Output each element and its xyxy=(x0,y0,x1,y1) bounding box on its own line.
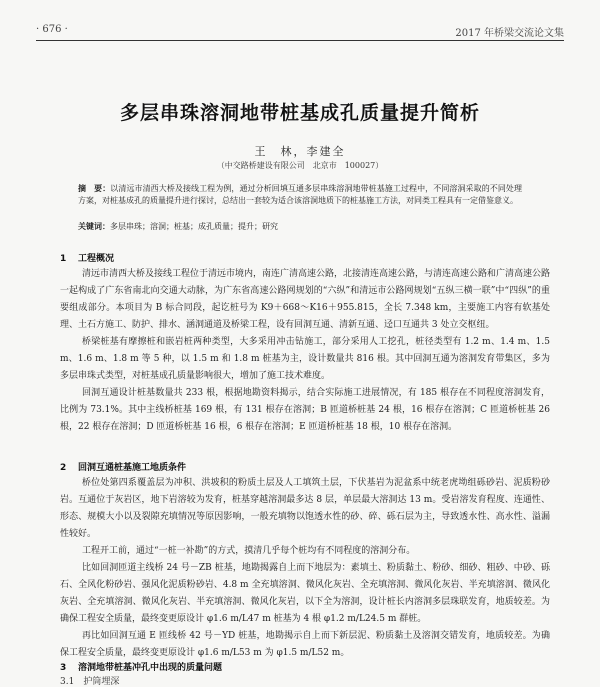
keywords-text: 多层串珠；溶洞；桩基；成孔质量；提升；研究 xyxy=(110,222,278,231)
abstract xyxy=(78,183,522,207)
subsection-heading: 3.1 护筒埋深 xyxy=(60,677,120,687)
page-number: · 676 · xyxy=(36,24,68,35)
keywords xyxy=(78,221,522,232)
keywords-label: 关键词： xyxy=(78,222,110,231)
section-number: 1 xyxy=(60,254,67,264)
section-number: 2 xyxy=(60,463,67,473)
section-title: 溶洞地带桩基冲孔中出现的质量问题 xyxy=(78,663,223,673)
section-number: 3 xyxy=(60,663,67,673)
paragraph: 清远市清西大桥及接线工程位于清远市境内，南连广清高速公路，北接清连高速公路，与清连高速公路和广清高速公路一起构成了广东省南北向交通大动脉，为广东省高速公路网规划的“六纵”和清远市公路网规划“五纵三横一联”中“四纵”的重要组成部分。本项目为 B 标合同段，起讫桩号为 K9＋668～K16＋955.815，全长 7.348 km，主要施工内容有软基处理、土石方施工、防护、排水、涵洞通道及桥梁工程，设有回洞互通、清新互通、迳口互通共 3 处立交枢纽。 xyxy=(60,269,551,330)
paragraph: 再比如回洞互通 E 匝线桥 42 号－YD 桩基，地勘揭示自上而下新层泥、粉质黏土及溶洞交错发育，地质较差。为确保工程安全质量，最终变更原设计 φ1.6 m/L53 m 为 φ1.5 m/L52 m。 xyxy=(60,631,550,658)
abstract-text: 以清远市清西大桥及接线工程为例，通过分析回填互通多层串珠溶洞地带桩基施工过程中，不同溶洞采取的不同处理方案，对桩基成孔的质量提升进行探讨，总结出一套较为适合该溶洞地质下的桩基施工方法，对同类工程具有一定借鉴意义。 xyxy=(78,184,522,205)
section-title: 回洞互通桩基施工地质条件 xyxy=(78,463,187,473)
abstract-label: 摘 要： xyxy=(78,184,111,193)
affiliation: （中交路桥建设有限公司 北京市 100027） xyxy=(216,161,384,170)
section-heading xyxy=(60,251,114,264)
paragraph: 桥梁桩基有摩擦桩和嵌岩桩两种类型，大多采用冲击钻施工，部分采用人工挖孔，桩径类型有 1.2 m、1.4 m、1.5 m、1.6 m、1.8 m 等 5 种，以 1.5 m 和 1.8 m 桩基为主，设计数量共 816 根。其中回洞互通为溶洞发育带集区，多为多层串珠式类型，对桩基成孔质量影响很大，增加了施工技术难度。 xyxy=(60,337,550,381)
paragraph: 回洞互通设计桩基数量共 233 根，根据地勘资料揭示，结合实际施工进展情况，有 185 根存在不同程度溶洞发育，比例为 73.1%。其中主线桥桩基 169 根，有 131 根存在溶洞；B 匝道桥桩基 24 根，16 根存在溶洞；C 匝道桥桩基 26 根，22 根存在溶洞；D 匝道桥桩基 16 根，6 根存在溶洞；E 匝道桥桩基 18 根，10 根存在溶洞。 xyxy=(60,388,550,432)
running-header xyxy=(36,22,564,41)
paragraph: 桥位处第四系覆盖层为冲积、洪坡积的粉质土层及人工填筑土层，下伏基岩为泥盆系中统老虎坳组砾砂岩、泥质粉砂岩。互通位于灰岩区，地下岩溶较为发育，桩基穿越溶洞最多达 8 层，单层最大溶洞达 13 m。受岩溶发育程度、连通性、形态、规模大小以及裂隙充填情况等原因影响，一般充填物以饱透水性的砂、碎、砾石层为主，导致透水性、高水性、溢漏性较好。 xyxy=(60,478,550,539)
section-heading xyxy=(60,660,222,673)
article-title: 多层串珠溶洞地带桩基成孔质量提升简析 xyxy=(119,102,480,124)
section-heading xyxy=(60,460,186,473)
journal-name: 2017 年桥梁交流论文集 xyxy=(455,28,564,39)
authors: 王 林，李建全 xyxy=(254,145,346,158)
paragraph: 工程开工前，通过“一桩一补勘”的方式，摸清几乎每个桩均有不同程度的溶洞分布。 xyxy=(82,546,416,556)
paragraph: 比如回洞匝道主线桥 24 号－ZB 桩基，地勘揭露自上而下地层为：素填土、粉质黏土、粉砂、细砂、粗砂、中砂、砾石、全风化粉砂岩、强风化泥质粉砂岩、4.8 m 全充填溶洞、微风化灰岩、全充填溶洞、微风化灰岩、半充填溶洞、微风化灰岩、全充填溶洞、微风化灰岩、半充填溶洞、微风化灰岩，以下全为溶洞，设计桩长内溶洞多层珠联发育，地质较差。为确保工程安全质量，最终变更原设计 φ1.6 m/L47 m 桩基为 4 根 φ1.2 m/L24.5 m 群桩。 xyxy=(60,563,550,624)
section-title: 工程概况 xyxy=(78,254,115,264)
